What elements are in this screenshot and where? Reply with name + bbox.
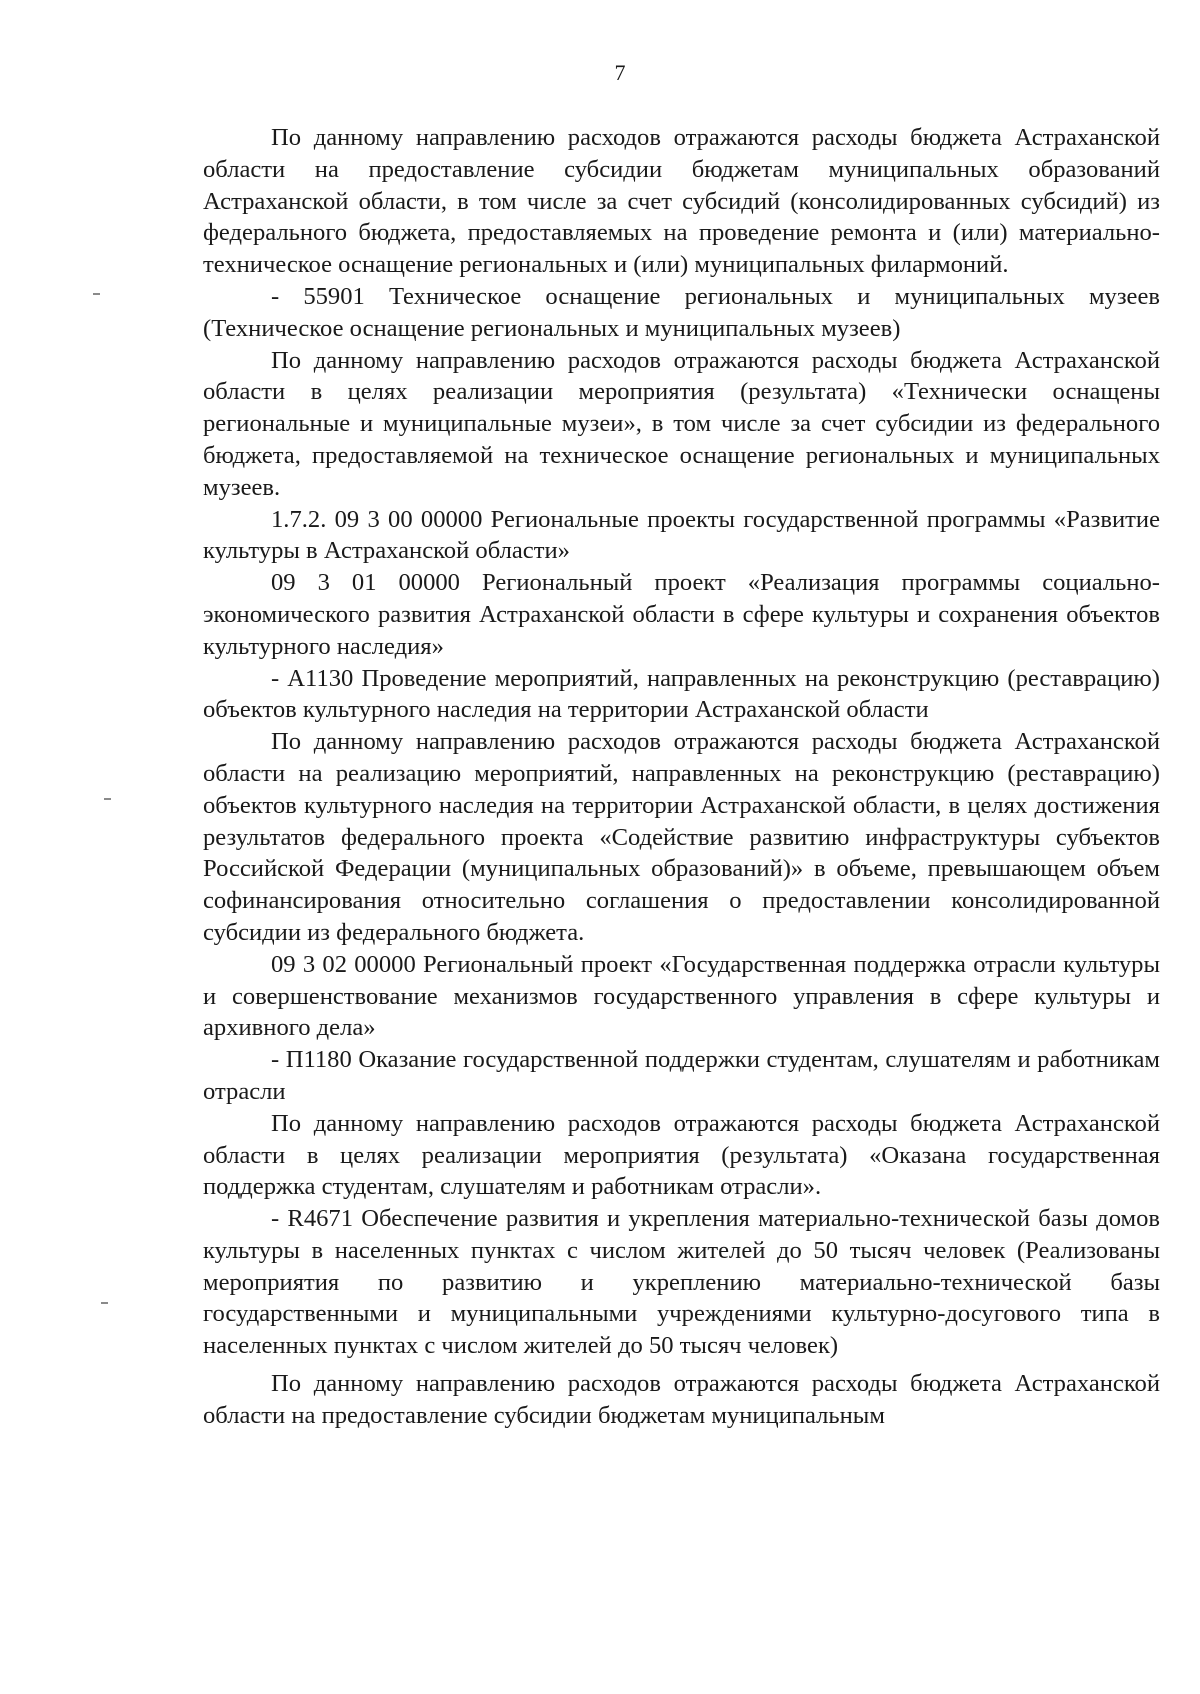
paragraph-subsidy-expenses: По данному направлению расходов отражаются расходы бюджета Астраханской области на предоставление субсидии бюджетам муниципальным [203, 1370, 1160, 1429]
paragraph-restoration-expenses: По данному направлению расходов отражаются расходы бюджета Астраханской области на реализацию мероприятий, направленных на реконструкцию (реставрацию) объектов культурного наследия на территории Астраханской области, в целях достижения результатов федерального проекта «Содействие развитию инфраструктуры субъектов Российской Федерации (муниципальных образований)» в объеме, превышающем объем софинансирования относительно соглашения о предоставлении консолидированной субсидии из федерального бюджета. [203, 728, 1160, 946]
paragraph-code-55901: - 55901 Техническое оснащение региональных и муниципальных музеев (Техническое оснащение региональных и муниципальных музеев) [203, 282, 1160, 342]
margin-scan-mark [93, 293, 100, 295]
paragraph-project-09-3-02: 09 3 02 00000 Региональный проект «Государственная поддержка отрасли культуры и совершенствование механизмов государственного управления в сфере культуры и архивного дела» [203, 950, 1160, 1042]
paragraph-code-a1130: - А1130 Проведение мероприятий, направленных на реконструкцию (реставрацию) объектов культурного наследия на территории Астраханской области [203, 664, 1160, 724]
paragraph-philharmonic-expenses: По данному направлению расходов отражаются расходы бюджета Астраханской области на предоставление субсидии бюджетам муниципальных образований Астраханской области, в том числе за счет субсидий (консолидированных субсидий) из федерального бюджета, предоставляемых на проведение ремонта и (или) материально-техническое оснащение региональных и (или) муниципальных филармоний. [203, 124, 1160, 279]
paragraph-code-p1180: - П1180 Оказание государственной поддержки студентам, слушателям и работникам отрасли [203, 1046, 1160, 1105]
margin-scan-mark [104, 798, 111, 800]
paragraph-code-r4671: - R4671 Обеспечение развития и укрепления материально-технической базы домов культуры в населенных пунктах с числом жителей до 50 тысяч человек (Реализованы мероприятия по развитию и укреплению материально-технической базы государственными и муниципальными учреждениями культурно-досугового типа в населенных пунктах с числом жителей до 50 тысяч человек) [203, 1205, 1160, 1360]
paragraph-support-expenses: По данному направлению расходов отражаются расходы бюджета Астраханской области в целях реализации мероприятия (результата) «Оказана государственная поддержка студентам, слушателям и работникам отрасли». [203, 1109, 1160, 1201]
paragraph-project-09-3-01: 09 3 01 00000 Региональный проект «Реализация программы социально-экономического развития Астраханской области в сфере культуры и сохранения объектов культурного наследия» [203, 569, 1160, 660]
body-text [203, 122, 1160, 1432]
paragraph-museum-expenses: По данному направлению расходов отражаются расходы бюджета Астраханской области в целях реализации мероприятия (результата) «Технически оснащены региональные и муниципальные музеи», в том числе за счет субсидии из федерального бюджета, предоставляемой на техническое оснащение региональных и муниципальных музеев. [203, 346, 1160, 501]
page-number: 7 [614, 60, 626, 85]
paragraph-section-1-7-2: 1.7.2. 09 3 00 00000 Региональные проекты государственной программы «Развитие культуры в Астраханской области» [203, 505, 1160, 565]
margin-scan-mark [101, 1302, 108, 1304]
